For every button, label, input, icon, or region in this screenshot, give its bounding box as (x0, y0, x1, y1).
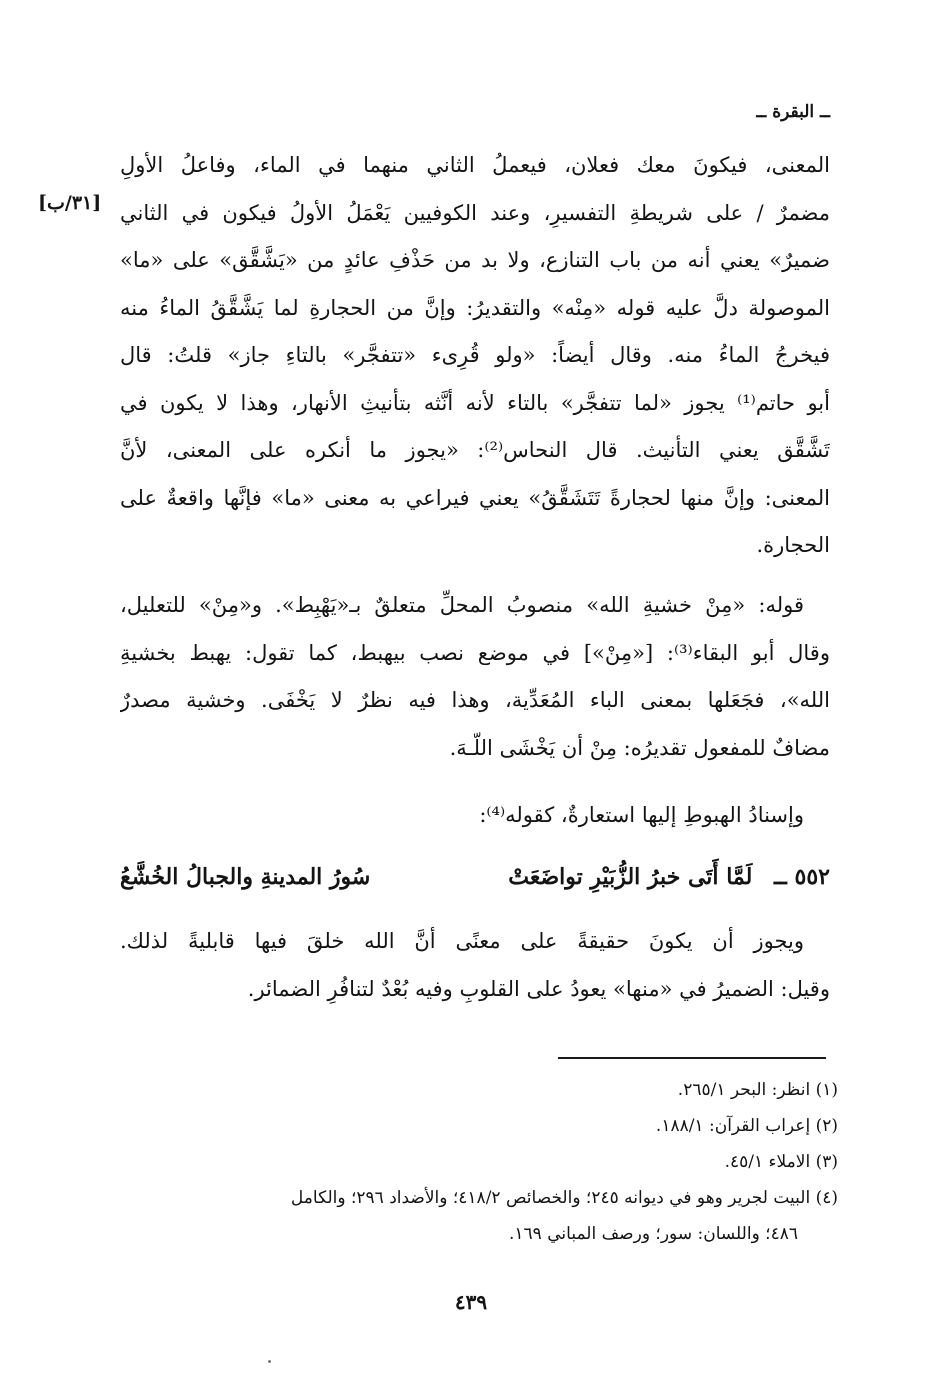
footnote-item: (٣) الاملاء ٤٥/١. (724, 1152, 838, 1172)
poetry-verse (120, 852, 830, 902)
text-line: تَشَّقَّق يعني التأنيث. قال النحاس⁽²⁾: «يجوز ما أنكره على المعنى، لأنَّ (120, 438, 830, 462)
footnote-item: (٤) البيت لجرير وهو في ديوانه ٢٤٥؛ والخصائص ٤١٨/٢؛ والأضداد ٢٩٦؛ والكامل (290, 1188, 838, 1208)
text-line: وقال أبو البقاء⁽³⁾: [«مِنْ»] في موضع نصب بيهبط، كما تقول: يهبط بخشيةِ (120, 640, 830, 665)
scan-speck (268, 1360, 271, 1363)
verse-number: ٥٥٢ ــ (773, 864, 830, 890)
text-line: قوله: «مِنْ خشيةِ الله» منصوبُ المحلِّ متعلقٌ بـ«يَهْبِط». و«مِنْ» للتعليل، (120, 593, 804, 617)
text-line: وقيل: الضميرُ في «منها» يعودُ على القلوبِ وفيه بُعْدٌ لتنافُرِ الضمائر. (247, 976, 830, 1001)
text-line: فيخرجُ الماءُ منه. وقال أيضاً: «ولو قُرِىء «تتفجَّر» بالتاءِ جاز» قلتُ: قال (120, 343, 830, 367)
text-line: المعنى: وإنَّ منها لحجارةً تَتَشَقَّقُ» يعني فيراعي به معنى «ما» فإنَّها واقعةٌ على (120, 485, 830, 510)
paragraph-3 (120, 792, 830, 840)
footnotes (118, 1072, 838, 1252)
text-line: الحجارة. (756, 533, 830, 557)
text-line: ضميرٌ» يعني أنه من باب التنازع، ولا بد من حَذْفِ عائدٍ من «يَشَّقَّق» على «ما» (120, 248, 830, 272)
verse-second-hemistich: سُورُ المدينةِ والجبالُ الخُشَّعُ (120, 864, 371, 890)
page-number: ٤٣٩ (454, 1290, 488, 1314)
text-line: مضافٌ للمفعول تقديرُه: مِنْ أن يَخْشَى اللّـهَ. (449, 735, 830, 760)
paragraph-4 (120, 918, 830, 1013)
hemistich-text: لَمَّا أَتَى خبرُ الزُّبَيْرِ تواضَعَتْ (508, 864, 753, 890)
text-line: وإسنادُ الهبوطِ إليها استعارةٌ، كقوله⁽⁴⁾: (479, 803, 804, 827)
footnote-item: (١) انظر: البحر ٢٦٥/١. (677, 1080, 838, 1100)
paragraph-1 (120, 142, 830, 570)
text-line: ويجوز أن يكونَ حقيقةً على معنًى أنَّ الله خلقَ فيها قابليةً لذلك. (120, 929, 804, 953)
footnote-continuation: ٤٨٦؛ واللسان: سور؛ ورصف المباني ١٦٩. (509, 1224, 798, 1244)
verse-first-hemistich (508, 852, 830, 902)
text-line: أبو حاتم⁽¹⁾ يجوز «لما تتفجَّر» بالتاء لأنه أنَّثه بتأنيثِ الأنهار، وهذا لا يكون في (120, 390, 830, 415)
running-header: ــ البقرة ــ (756, 102, 830, 122)
text-line: مضمرٌ / على شريطةِ التفسيرِ، وعند الكوفيين يَعْمَلُ الأولُ فيكون في الثاني (120, 200, 830, 225)
text-line: المعنى، فيكونَ معك فعلان، فيعملُ الثاني منهما في الماء، وفاعلُ الأولِ (120, 153, 830, 177)
manuscript-folio-note: [٣١/ب] (38, 192, 102, 214)
text-line: الله»، فجَعَلها بمعنى الباء المُعَدِّية، وهذا فيه نظرٌ لا يَخْفَى. وخشية مصدرٌ (120, 688, 830, 712)
paragraph-2 (120, 582, 830, 772)
footnote-separator (558, 1057, 826, 1059)
text-line: الموصولة دلَّ عليه قوله «مِنْه» والتقديرُ: وإنَّ من الحجارةِ لما يَشَّقَّقُ الماءُ منه (120, 295, 830, 320)
footnote-item: (٢) إعراب القرآن: ١٨٨/١. (655, 1116, 838, 1136)
